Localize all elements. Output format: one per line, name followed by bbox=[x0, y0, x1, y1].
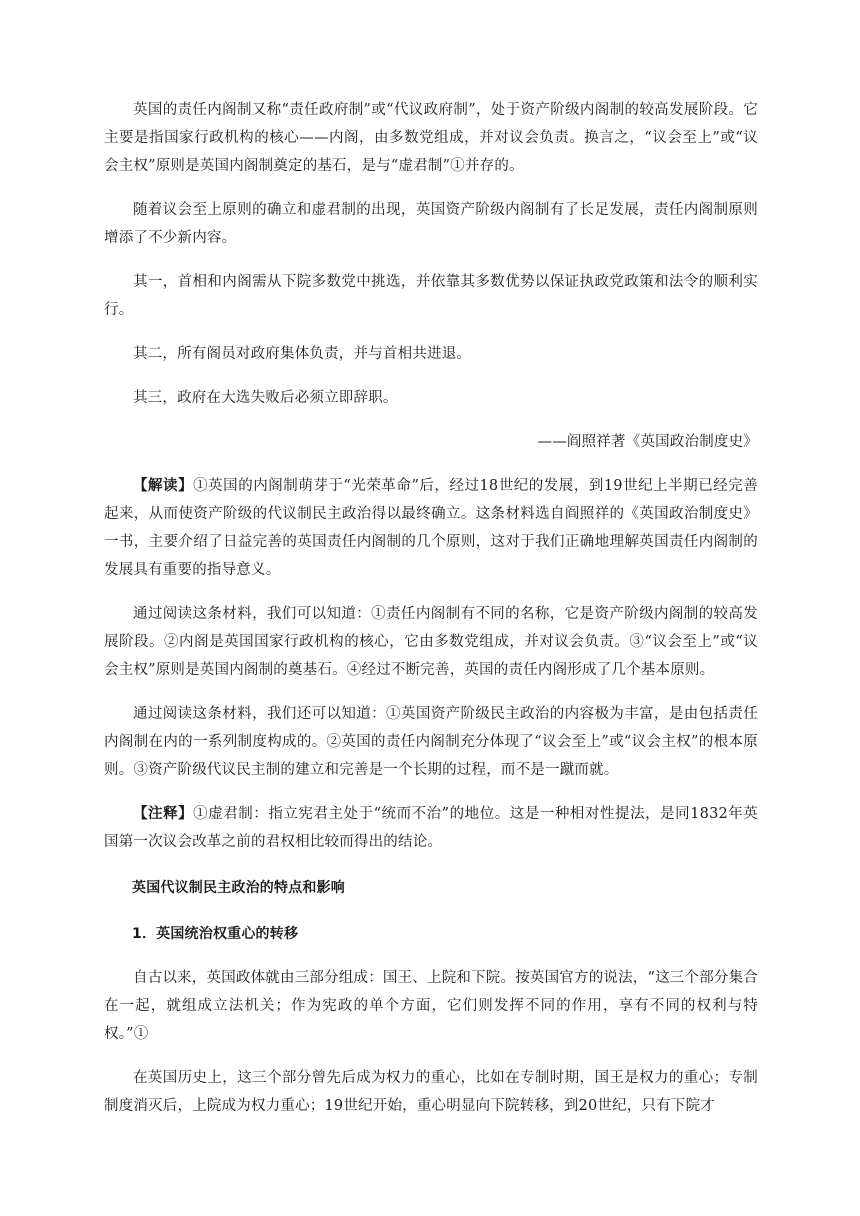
paragraph-intro: 英国的责任内阁制又称“责任政府制”或“代议政府制”，处于资产阶级内阁制的较高发展阶段。它主要是指国家行政机构的核心——内阁，由多数党组成，并对议会负责。换言之，“议会至上”或“议会主权”原则是英国内阁制奠定的基石，是与“虚君制”①并存的。 bbox=[104, 102, 758, 174]
paragraph-principle-3: 其三，政府在大选失败后必须立即辞职。 bbox=[133, 390, 398, 406]
reading-paragraph-1: 通过阅读这条材料，我们可以知道：①责任内阁制有不同的名称，它是资产阶级内阁制的较高发展阶段。②内阁是英国国家行政机构的核心，它由多数党组成，并对议会负责。③“议会至上”或“议会主权”原则是英国内阁制的奠基石。④经过不断完善，英国的责任内阁形成了几个基本原则。 bbox=[104, 606, 758, 678]
interpretation-paragraph bbox=[104, 472, 758, 584]
interpretation-text: ①英国的内阁制萌芽于“光荣革命”后，经过18世纪的发展，到19世纪上半期已经完善起来，从而使资产阶级的代议制民主政治得以最终确立。这条材料选自阎照祥的《英国政治制度史》一书，主要介绍了日益完善的英国责任内阁制的几个原则，这对于我们正确地理解英国责任内阁制的发展具有重要的指导意义。 bbox=[104, 478, 758, 578]
body-paragraph-1: 自古以来，英国政体就由三部分组成：国王、上院和下院。按英国官方的说法，“这三个部分集合在一起，就组成立法机关；作为宪政的单个方面，它们则发挥不同的作用，享有不同的权利与特权。”① bbox=[104, 970, 759, 1042]
body-paragraph-2: 在英国历史上，这三个部分曾先后成为权力的重心，比如在专制时期，国王是权力的重心；专制制度消灭后，上院成为权力重心；19世纪开始，重心明显向下院转移，到20世纪，只有下院才 bbox=[104, 1070, 758, 1114]
note-paragraph bbox=[104, 800, 758, 856]
reading-paragraph-2: 通过阅读这条材料，我们还可以知道：①英国资产阶级民主政治的内容极为丰富，是由包括责任内阁制在内的一系列制度构成的。②英国的责任内阁制充分体现了“议会至上”或“议会主权”的根本原则。③资产阶级代议民主制的建立和完善是一个长期的过程，而不是一蹴而就。 bbox=[104, 706, 758, 778]
source-attribution: ——阎照祥著《英国政治制度史》 bbox=[537, 434, 758, 450]
subsection-title: 1．英国统治权重心的转移 bbox=[132, 926, 299, 942]
paragraph-principle-2: 其二，所有阁员对政府集体负责，并与首相共进退。 bbox=[133, 346, 472, 362]
document-page bbox=[104, 96, 758, 1120]
interpretation-tag: 【解读】 bbox=[133, 477, 194, 494]
note-text: ①虚君制：指立宪君主处于“统而不治”的地位。这是一种相对性提法，是同1832年英国第一次议会改革之前的君权相比较而得出的结论。 bbox=[104, 806, 758, 850]
paragraph-development: 随着议会至上原则的确立和虚君制的出现，英国资产阶级内阁制有了长足发展，责任内阁制原则增添了不少新内容。 bbox=[104, 202, 758, 246]
paragraph-principle-1: 其一，首相和内阁需从下院多数党中挑选，并依靠其多数优势以保证执政党政策和法令的顺利实行。 bbox=[104, 274, 758, 318]
note-tag: 【注释】 bbox=[133, 805, 194, 822]
section-title: 英国代议制民主政治的特点和影响 bbox=[132, 880, 345, 896]
